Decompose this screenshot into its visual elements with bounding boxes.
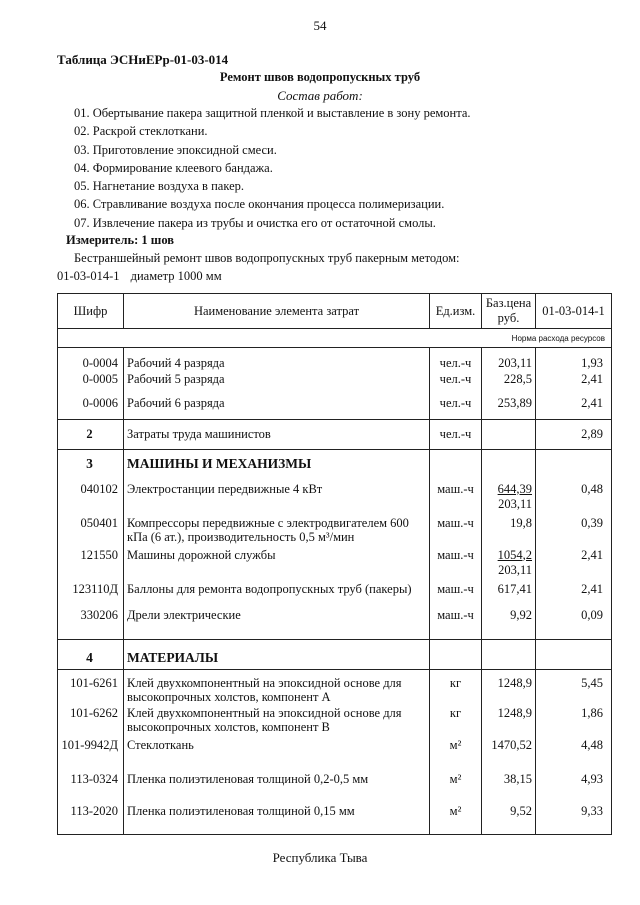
row-unit: чел.-ч	[430, 372, 482, 396]
empty-cell	[536, 450, 612, 478]
empty-cell	[482, 450, 536, 478]
table-row	[58, 548, 612, 582]
row-unit: маш.-ч	[430, 608, 482, 640]
work-step: 04. Формирование клеевого бандажа.	[74, 160, 273, 175]
row-unit: чел.-ч	[430, 396, 482, 420]
row-price: 9,92	[482, 608, 536, 640]
row-price-top: 1054,2	[497, 547, 532, 562]
row-unit: м²	[430, 800, 482, 834]
row-value: 2,89	[536, 420, 612, 450]
table-row	[58, 670, 612, 705]
row-price	[482, 478, 536, 512]
table-name: Таблица ЭСНиЕРр-01-03-014	[57, 52, 229, 67]
code-line	[57, 269, 230, 284]
section-number: 3	[58, 450, 124, 478]
row-cipher: 040102	[58, 478, 124, 512]
table-header-row	[58, 294, 612, 329]
row-name: Машины дорожной службы	[124, 548, 430, 582]
work-step: 02. Раскрой стеклоткани.	[74, 124, 208, 139]
table-row	[58, 738, 612, 768]
row-name: Дрели электрические	[124, 608, 430, 640]
empty-cell	[430, 640, 482, 670]
row-price: 1470,52	[482, 738, 536, 768]
row-price: 228,5	[482, 372, 536, 396]
row-name: Рабочий 5 разряда	[124, 372, 430, 396]
work-composition-heading: Состав работ:	[277, 88, 363, 103]
row-value: 2,41	[536, 372, 612, 396]
work-step: 01. Обертывание пакера защитной пленкой и выставление в зону ремонта.	[74, 106, 471, 120]
row-price: 38,15	[482, 768, 536, 800]
row-value: 5,45	[536, 670, 612, 705]
norm-label: Норма расхода ресурсов	[58, 329, 612, 348]
row-value: 1,93	[536, 348, 612, 372]
row-value: 0,48	[536, 478, 612, 512]
row-name: Компрессоры передвижные с электродвигателем 600 кПа (6 ат.), производительность 0,5 м³/мин	[124, 512, 430, 548]
row-unit: маш.-ч	[430, 548, 482, 582]
row-price: 19,8	[482, 512, 536, 548]
row-unit: маш.-ч	[430, 512, 482, 548]
row-value: 2,41	[536, 582, 612, 608]
row-price: 253,89	[482, 396, 536, 420]
work-description: Бестраншейный ремонт швов водопропускных труб пакерным методом:	[74, 251, 460, 265]
row-cipher: 101-6262	[58, 704, 124, 738]
row-cipher: 0-0005	[58, 372, 124, 396]
work-step: 05. Нагнетание воздуха в пакер.	[74, 179, 245, 194]
row-value: 4,48	[536, 738, 612, 768]
page-number: 54	[313, 18, 327, 33]
row-unit: чел.-ч	[430, 420, 482, 450]
row-price-bottom: 203,11	[498, 562, 532, 577]
header-price-line2: руб.	[497, 311, 520, 325]
section-name: Затраты труда машинистов	[124, 420, 430, 450]
row-unit: кг	[430, 670, 482, 705]
row-price: 1248,9	[482, 670, 536, 705]
row-name: Клей двухкомпонентный на эпоксидной основе для высокопрочных холстов, компонент В	[124, 704, 430, 738]
row-price: 1248,9	[482, 704, 536, 738]
table-row	[58, 512, 612, 548]
norm-row	[58, 329, 612, 348]
row-unit: м²	[430, 768, 482, 800]
section-name: МАТЕРИАЛЫ	[124, 640, 430, 670]
row-cipher: 0-0004	[58, 348, 124, 372]
row-price	[482, 420, 536, 450]
row-price: 9,52	[482, 800, 536, 834]
row-cipher: 050401	[58, 512, 124, 548]
section-row-materials	[58, 640, 612, 670]
empty-cell	[430, 450, 482, 478]
row-value: 2,41	[536, 396, 612, 420]
section-number: 4	[58, 640, 124, 670]
row-price-bottom: 203,11	[498, 496, 532, 511]
table-row	[58, 478, 612, 512]
section-row-machines	[58, 450, 612, 478]
work-step: 06. Стравливание воздуха после окончания процесса полимеризации.	[74, 197, 445, 212]
row-cipher: 113-2020	[58, 800, 124, 834]
work-step: 07. Извлечение пакера из трубы и очистка его от остаточной смолы.	[74, 215, 436, 230]
row-unit: маш.-ч	[430, 582, 482, 608]
empty-cell	[536, 640, 612, 670]
work-steps-list	[74, 104, 471, 232]
row-name: Электростанции передвижные 4 кВт	[124, 478, 430, 512]
row-price: 617,41	[482, 582, 536, 608]
table-row	[58, 800, 612, 834]
section-name: МАШИНЫ И МЕХАНИЗМЫ	[124, 450, 430, 478]
row-cipher: 101-9942Д	[58, 738, 124, 768]
row-unit: кг	[430, 704, 482, 738]
row-cipher: 123110Д	[58, 582, 124, 608]
row-value: 4,93	[536, 768, 612, 800]
row-value: 9,33	[536, 800, 612, 834]
row-unit: маш.-ч	[430, 478, 482, 512]
table-row	[58, 372, 612, 396]
table-row	[58, 396, 612, 420]
row-unit: чел.-ч	[430, 348, 482, 372]
table-row	[58, 768, 612, 800]
row-value: 1,86	[536, 704, 612, 738]
section-row-machinists	[58, 420, 612, 450]
row-price	[482, 548, 536, 582]
row-name: Стеклоткань	[124, 738, 430, 768]
document-title: Ремонт швов водопропускных труб	[219, 70, 421, 84]
header-price	[482, 294, 536, 329]
row-unit: м²	[430, 738, 482, 768]
row-name: Рабочий 4 разряда	[124, 348, 430, 372]
section-number: 2	[58, 420, 124, 450]
row-cipher: 121550	[58, 548, 124, 582]
resources-table	[57, 293, 612, 835]
row-cipher: 101-6261	[58, 670, 124, 705]
header-name: Наименование элемента затрат	[124, 294, 430, 329]
header-cipher: Шифр	[58, 294, 124, 329]
header-unit: Ед.изм.	[430, 294, 482, 329]
empty-cell	[482, 640, 536, 670]
row-cipher: 330206	[58, 608, 124, 640]
table-row	[58, 348, 612, 372]
row-cipher: 0-0006	[58, 396, 124, 420]
row-price-top: 644,39	[497, 481, 532, 496]
row-name: Пленка полиэтиленовая толщиной 0,2-0,5 мм	[124, 768, 430, 800]
row-price: 203,11	[482, 348, 536, 372]
row-name: Рабочий 6 разряда	[124, 396, 430, 420]
header-code: 01-03-014-1	[536, 294, 612, 329]
page-footer: Республика Тыва	[272, 850, 368, 865]
table-row	[58, 704, 612, 738]
row-name: Клей двухкомпонентный на эпоксидной основе для высокопрочных холстов, компонент А	[124, 670, 430, 705]
row-cipher: 113-0324	[58, 768, 124, 800]
measure-unit: Измеритель: 1 шов	[66, 233, 175, 247]
code-line-text: диаметр 1000 мм	[130, 269, 222, 283]
table-row	[58, 608, 612, 640]
row-value: 2,41	[536, 548, 612, 582]
work-step: 03. Приготовление эпоксидной смеси.	[74, 142, 277, 157]
code-line-code: 01-03-014-1	[57, 269, 120, 283]
row-name: Пленка полиэтиленовая толщиной 0,15 мм	[124, 800, 430, 834]
row-value: 0,09	[536, 608, 612, 640]
row-name: Баллоны для ремонта водопропускных труб (пакеры)	[124, 582, 430, 608]
row-value: 0,39	[536, 512, 612, 548]
table-row	[58, 582, 612, 608]
header-price-line1: Баз.цена	[485, 296, 532, 310]
